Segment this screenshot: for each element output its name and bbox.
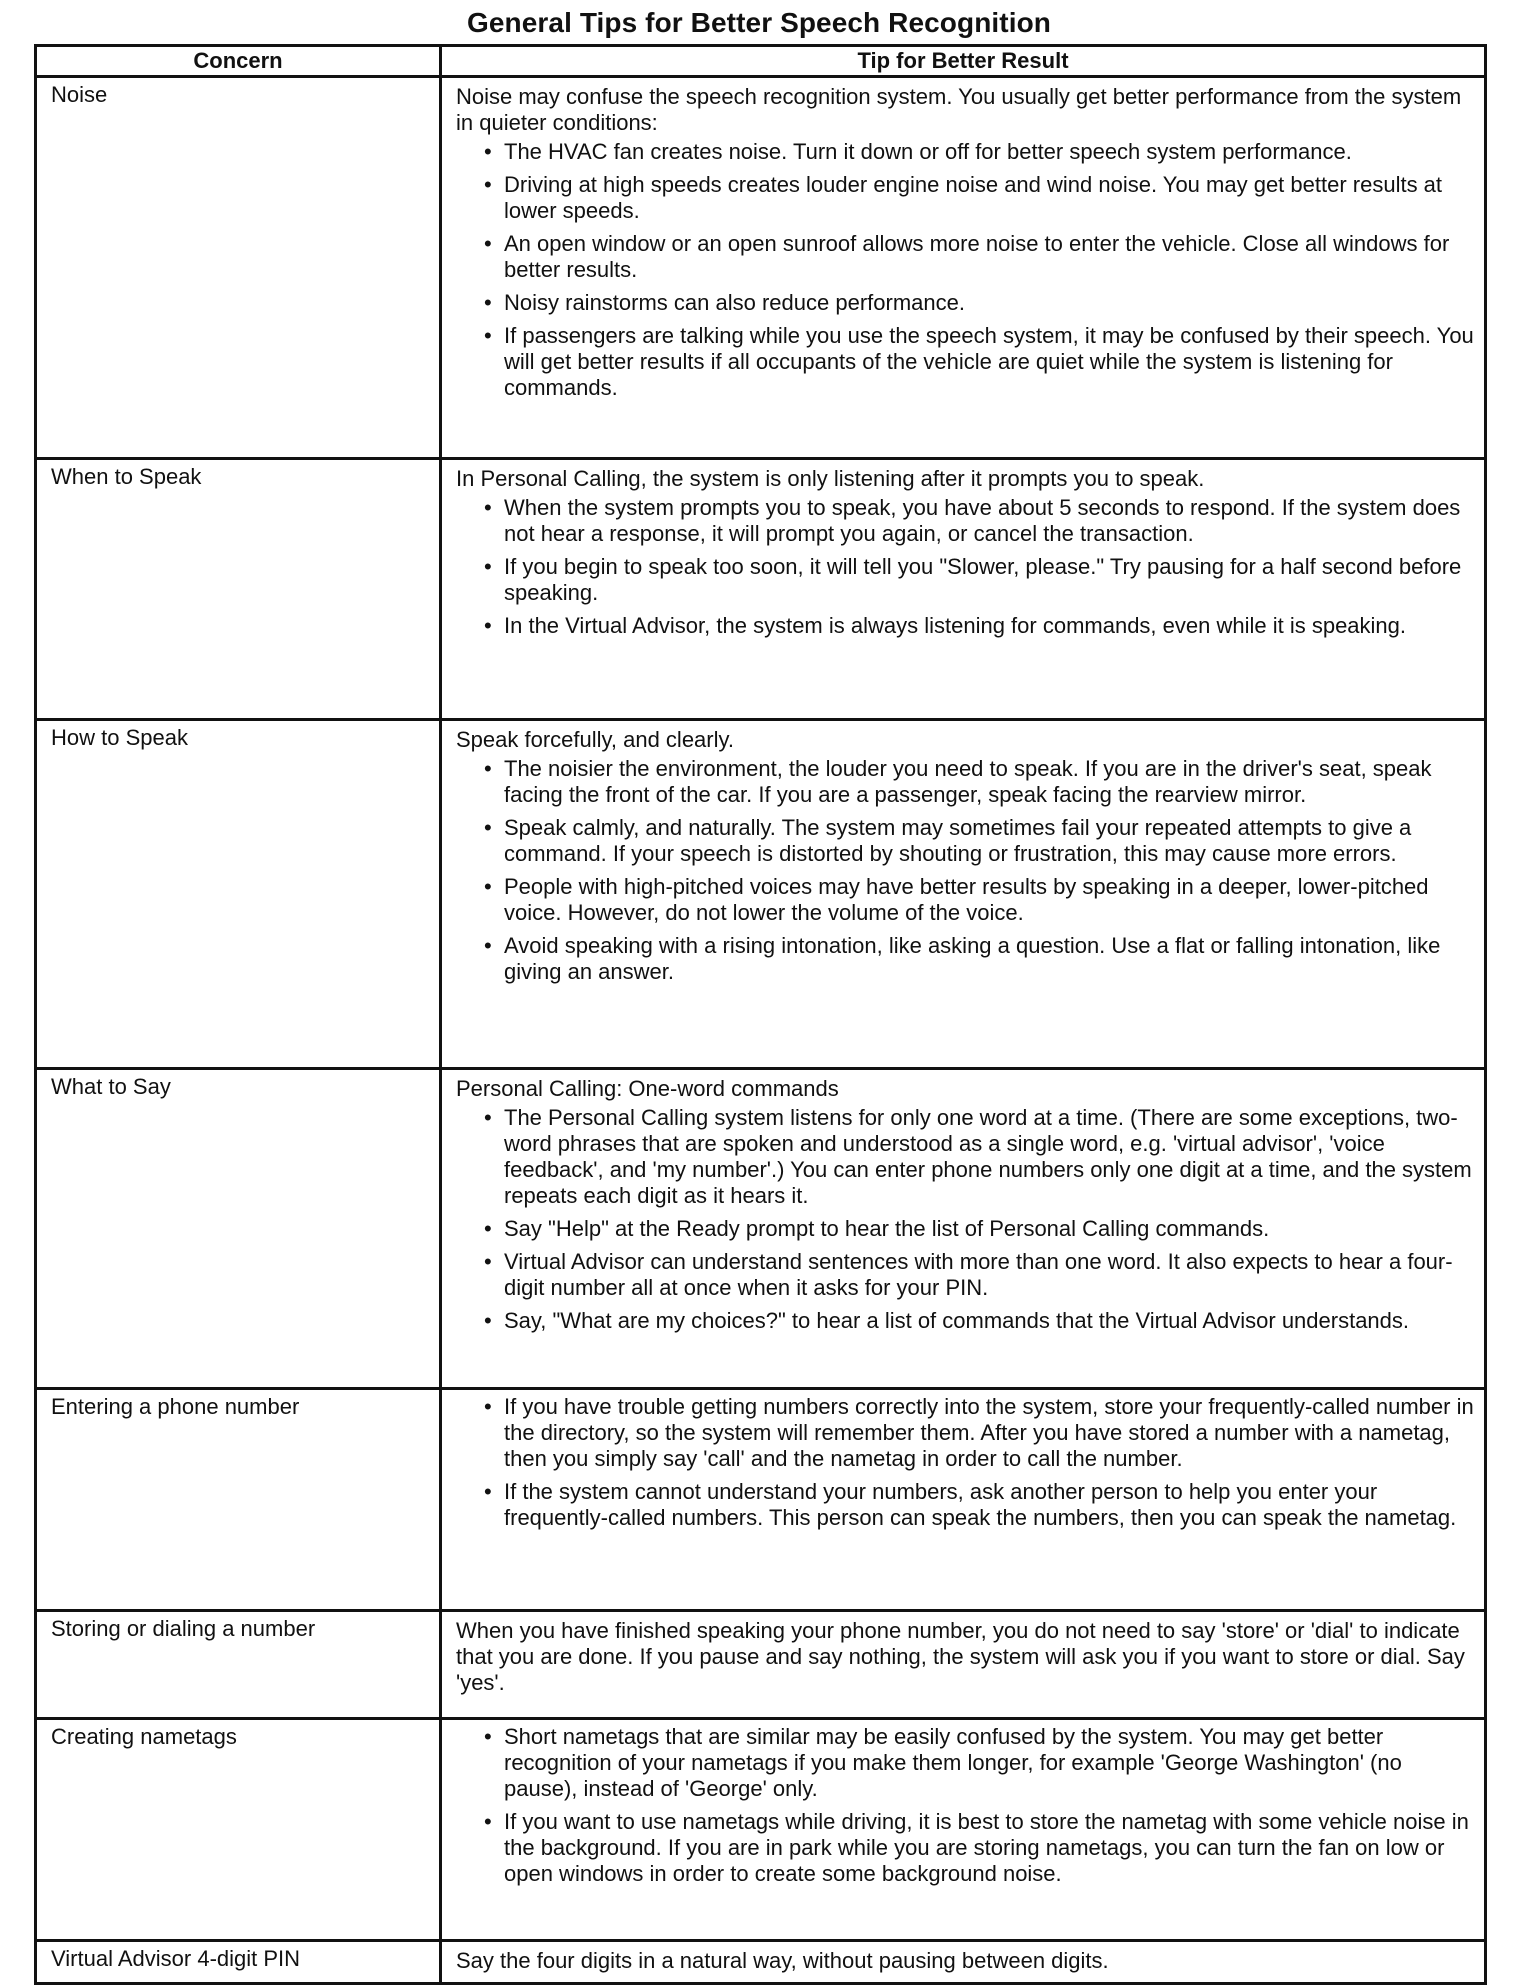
bullet-text: An open window or an open sunroof allows more noise to enter the vehicle. Close all windows for better results.	[504, 231, 1450, 282]
bullet-text: The Personal Calling system listens for only one word at a time. (There are some exceptions, two-word phrases that are spoken and understood as a single word, e.g. 'virtual advisor', 'voice feedback', and 'my number'.) You can enter phone numbers only one digit at a time, and the system repeats each digit as it hears it.	[504, 1105, 1472, 1208]
tip-cell	[441, 77, 1486, 459]
list-item	[484, 874, 1474, 926]
bullet-text: Speak calmly, and naturally. The system may sometimes fail your repeated attempts to give a command. If your speech is distorted by shouting or frustration, this may cause more errors.	[504, 815, 1412, 866]
list-item	[484, 139, 1474, 165]
page-title: General Tips for Better Speech Recognition	[466, 7, 1052, 38]
bullet-text: If the system cannot understand your numbers, ask another person to help you enter your frequently-called numbers. This person can speak the numbers, then you can speak the nametag.	[504, 1479, 1457, 1530]
concern-cell: How to Speak	[36, 720, 441, 1069]
table-row	[36, 459, 1486, 720]
bullet-icon: •	[484, 1394, 492, 1419]
bullet-text: The HVAC fan creates noise. Turn it down or off for better speech system performance.	[504, 139, 1352, 164]
list-item	[484, 554, 1474, 606]
bullet-text: Noisy rainstorms can also reduce performance.	[504, 290, 965, 315]
tip-bullet-list	[456, 139, 1474, 401]
bullet-icon: •	[484, 1724, 492, 1749]
bullet-text: If you want to use nametags while driving, it is best to store the nametag with some vehicle noise in the background. If you are in park while you are storing nametags, you can turn the fan on low or open windows in order to create some background noise.	[504, 1809, 1469, 1886]
bullet-text: The noisier the environment, the louder you need to speak. If you are in the driver's seat, speak facing the front of the car. If you are a passenger, speak facing the rearview mirror.	[504, 756, 1432, 807]
bullet-text: Avoid speaking with a rising intonation, like asking a question. Use a flat or falling intonation, like giving an answer.	[504, 933, 1441, 984]
column-header-tip: Tip for Better Result	[441, 46, 1486, 77]
table-row	[36, 720, 1486, 1069]
list-item	[484, 933, 1474, 985]
tips-table	[34, 44, 1487, 1985]
list-item	[484, 1216, 1474, 1242]
bullet-text: If you have trouble getting numbers correctly into the system, store your frequently-called number in the directory, so the system will remember them. After you have stored a number with a nametag, then you simply say 'call' and the nametag in order to call the number.	[504, 1394, 1474, 1471]
concern-cell: Noise	[36, 77, 441, 459]
table-row	[36, 1611, 1486, 1719]
list-item	[484, 1724, 1474, 1802]
bullet-icon: •	[484, 290, 492, 315]
bullet-text: Say, "What are my choices?" to hear a list of commands that the Virtual Advisor understands.	[504, 1308, 1410, 1333]
bullet-icon: •	[484, 323, 492, 348]
bullet-icon: •	[484, 1809, 492, 1834]
bullet-icon: •	[484, 231, 492, 256]
tip-bullet-list	[456, 495, 1474, 639]
concern-cell: Virtual Advisor 4-digit PIN	[36, 1941, 441, 1984]
bullet-icon: •	[484, 874, 492, 899]
concern-cell: Entering a phone number	[36, 1389, 441, 1611]
bullet-icon: •	[484, 139, 492, 164]
table-row	[36, 1069, 1486, 1389]
tip-cell	[441, 1611, 1486, 1719]
list-item	[484, 172, 1474, 224]
concern-cell: What to Say	[36, 1069, 441, 1389]
bullet-icon: •	[484, 554, 492, 579]
table-row	[36, 1941, 1486, 1984]
tip-cell	[441, 459, 1486, 720]
list-item	[484, 1308, 1474, 1334]
tip-bullet-list	[456, 1394, 1474, 1531]
list-item	[484, 613, 1474, 639]
tip-bullet-list	[456, 756, 1474, 985]
tip-bullet-list	[456, 1105, 1474, 1334]
bullet-icon: •	[484, 1216, 492, 1241]
table-header-row	[36, 46, 1486, 77]
document-page	[34, 0, 1484, 1985]
bullet-text: Virtual Advisor can understand sentences with more than one word. It also expects to hear a four-digit number all at once when it asks for your PIN.	[504, 1249, 1453, 1300]
tip-intro: Noise may confuse the speech recognition system. You usually get better performance from the system in quieter conditions:	[456, 84, 1462, 135]
bullet-icon: •	[484, 1479, 492, 1504]
tip-bullet-list	[456, 1724, 1474, 1887]
tip-cell	[441, 1069, 1486, 1389]
table-row	[36, 77, 1486, 459]
list-item	[484, 1249, 1474, 1301]
list-item	[484, 495, 1474, 547]
bullet-icon: •	[484, 495, 492, 520]
concern-cell: Creating nametags	[36, 1719, 441, 1941]
bullet-icon: •	[484, 1249, 492, 1274]
bullet-icon: •	[484, 933, 492, 958]
table-row	[36, 1719, 1486, 1941]
concern-cell: When to Speak	[36, 459, 441, 720]
bullet-text: If passengers are talking while you use the speech system, it may be confused by their speech. You will get better results if all occupants of the vehicle are quiet while the system is listening for commands.	[504, 323, 1474, 400]
bullet-text: If you begin to speak too soon, it will tell you "Slower, please." Try pausing for a half second before speaking.	[504, 554, 1462, 605]
tip-cell	[441, 720, 1486, 1069]
bullet-text: In the Virtual Advisor, the system is always listening for commands, even while it is speaking.	[504, 613, 1407, 638]
bullet-text: Driving at high speeds creates louder engine noise and wind noise. You may get better results at lower speeds.	[504, 172, 1443, 223]
list-item	[484, 290, 1474, 316]
list-item	[484, 1809, 1474, 1887]
list-item	[484, 1479, 1474, 1531]
list-item	[484, 323, 1474, 401]
tip-intro: When you have finished speaking your phone number, you do not need to say 'store' or 'dial' to indicate that you are done. If you pause and say nothing, the system will ask you if you want to store or dial. Say 'yes'.	[456, 1618, 1465, 1695]
tip-intro: In Personal Calling, the system is only listening after it prompts you to speak.	[456, 466, 1205, 491]
list-item	[484, 815, 1474, 867]
bullet-icon: •	[484, 815, 492, 840]
bullet-text: People with high-pitched voices may have better results by speaking in a deeper, lower-pitched voice. However, do not lower the volume of the voice.	[504, 874, 1429, 925]
tip-intro: Speak forcefully, and clearly.	[456, 727, 734, 752]
bullet-icon: •	[484, 1105, 492, 1130]
tip-cell	[441, 1719, 1486, 1941]
bullet-icon: •	[484, 1308, 492, 1333]
bullet-icon: •	[484, 613, 492, 638]
tip-cell	[441, 1389, 1486, 1611]
bullet-text: When the system prompts you to speak, you have about 5 seconds to respond. If the system does not hear a response, it will prompt you again, or cancel the transaction.	[504, 495, 1461, 546]
bullet-icon: •	[484, 756, 492, 781]
concern-cell: Storing or dialing a number	[36, 1611, 441, 1719]
bullet-text: Say "Help" at the Ready prompt to hear the list of Personal Calling commands.	[504, 1216, 1270, 1241]
list-item	[484, 1394, 1474, 1472]
tip-intro: Say the four digits in a natural way, without pausing between digits.	[456, 1948, 1109, 1973]
bullet-text: Short nametags that are similar may be easily confused by the system. You may get better recognition of your nametags if you make them longer, for example 'George Washington' (no pause), instead of 'George' only.	[504, 1724, 1402, 1801]
list-item	[484, 1105, 1474, 1209]
list-item	[484, 231, 1474, 283]
column-header-concern: Concern	[36, 46, 441, 77]
table-row	[36, 1389, 1486, 1611]
list-item	[484, 756, 1474, 808]
bullet-icon: •	[484, 172, 492, 197]
tip-cell	[441, 1941, 1486, 1984]
tip-intro: Personal Calling: One-word commands	[456, 1076, 839, 1101]
